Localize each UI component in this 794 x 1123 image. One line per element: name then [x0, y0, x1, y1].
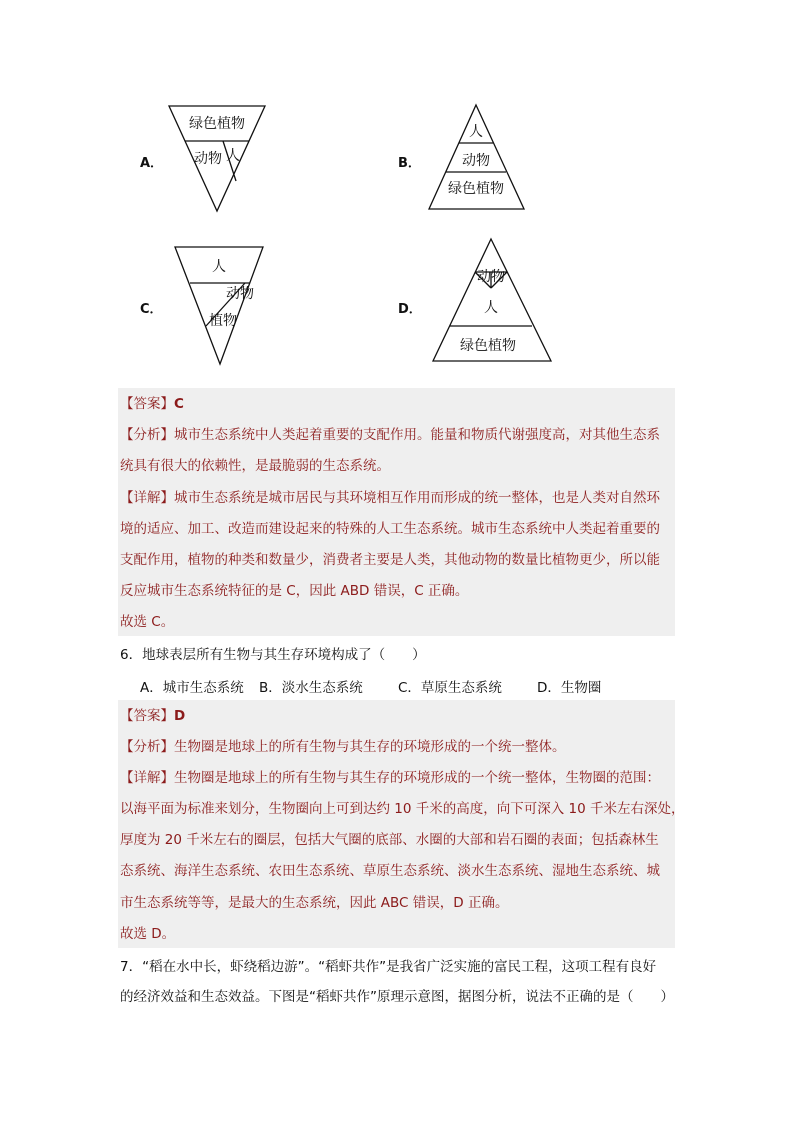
option-b-bottom-label: 绿色植物 [448, 181, 504, 197]
q6-choose-line: 故选 D。 [120, 926, 176, 942]
detail-text: 城市生态系统是城市居民与其环境相互作用而形成的统一整体，也是人类对自然环 [174, 490, 660, 506]
detail-tag: 【详解】 [120, 490, 174, 506]
q5-analysis-line-2: 统具有很大的依赖性，是最脆弱的生态系统。 [120, 458, 390, 474]
analysis-tag: 【分析】 [120, 739, 174, 755]
answer-value: C [174, 396, 184, 412]
answer-value: D [174, 708, 186, 724]
q7-stem-line-2: 的经济效益和生态效益。下图是“稻虾共作”原理示意图，据图分析，说法不正确的是（ ） [120, 989, 674, 1005]
option-d-top-label: 动物 [477, 269, 505, 285]
detail-text: 生物圈是地球上的所有生物与其生存的环境形成的一个统一整体，生物圈的范围： [174, 770, 660, 786]
q5-detail-line-1 [120, 488, 660, 508]
q6-detail-line-2: 以海平面为标准来划分，生物圈向上可到达约 10 千米的高度，向下可深入 10 千米左右深处， [120, 801, 685, 817]
q6-detail-line-1 [120, 768, 660, 788]
answer-tag: 【答案】 [120, 708, 174, 724]
q5-analysis-line-1 [120, 425, 660, 445]
option-d-bottom-label: 绿色植物 [460, 338, 516, 354]
q5-detail-line-2: 境的适应、加工、改造而建设起来的特殊的人工生态系统。城市生态系统中人类起着重要的 [120, 521, 660, 537]
diagram-option-b [428, 104, 525, 210]
q5-detail-line-3: 支配作用，植物的种类和数量少，消费者主要是人类，其他动物的数量比植物更少，所以能 [120, 552, 660, 568]
option-b-mid-label: 动物 [462, 153, 490, 169]
q6-stem: 6．地球表层所有生物与其生存环境构成了（ ） [120, 647, 426, 663]
option-c-left-label: 植物 [209, 313, 237, 329]
option-c-top-label: 人 [212, 259, 226, 275]
q5-choose-line: 故选 C。 [120, 614, 175, 630]
option-a-letter: A． [140, 156, 164, 171]
q6-answer-line [120, 706, 185, 726]
q6-option-b: B．淡水生态系统 [259, 680, 363, 696]
q6-detail-line-4: 态系统、海洋生态系统、农田生态系统、草原生态系统、淡水生态系统、湿地生态系统、城 [120, 863, 660, 879]
q5-detail-line-4: 反应城市生态系统特征的是 C，因此 ABD 错误，C 正确。 [120, 583, 469, 599]
option-c-right-label: 动物 [226, 286, 254, 302]
option-c-letter: C． [140, 302, 163, 317]
option-b-letter: B． [398, 156, 421, 171]
analysis-tag: 【分析】 [120, 427, 174, 443]
diagram-option-d [432, 238, 552, 363]
option-d-letter: D． [398, 302, 422, 317]
q6-option-c: C．草原生态系统 [398, 680, 502, 696]
option-d-mid-label: 人 [484, 300, 498, 316]
q6-detail-line-5: 市生态系统等等，是最大的生态系统，因此 ABC 错误，D 正确。 [120, 895, 509, 911]
answer-tag: 【答案】 [120, 396, 174, 412]
q5-answer-line [120, 394, 184, 414]
q6-option-a: A．城市生态系统 [140, 680, 244, 696]
q6-option-d: D．生物圈 [537, 680, 602, 696]
option-b-top-label: 人 [469, 124, 483, 140]
option-a-right-label: 人 [226, 148, 240, 164]
option-a-left-label: 动物 [194, 151, 222, 167]
diagram-option-c [174, 246, 264, 366]
q6-analysis-line [120, 737, 566, 757]
q7-stem-line-1: 7．“稻在水中长，虾绕稻边游”。“稻虾共作”是我省广泛实施的富民工程，这项工程有良好 [120, 959, 657, 975]
option-a-top-label: 绿色植物 [189, 116, 245, 132]
analysis-text: 城市生态系统中人类起着重要的支配作用。能量和物质代谢强度高，对其他生态系 [174, 427, 660, 443]
q6-detail-line-3: 厚度为 20 千米左右的圈层，包括大气圈的底部、水圈的大部和岩石圈的表面；包括森林生 [120, 832, 659, 848]
detail-tag: 【详解】 [120, 770, 174, 786]
diagram-option-a [168, 105, 266, 213]
analysis-text: 生物圈是地球上的所有生物与其生存的环境形成的一个统一整体。 [174, 739, 566, 755]
